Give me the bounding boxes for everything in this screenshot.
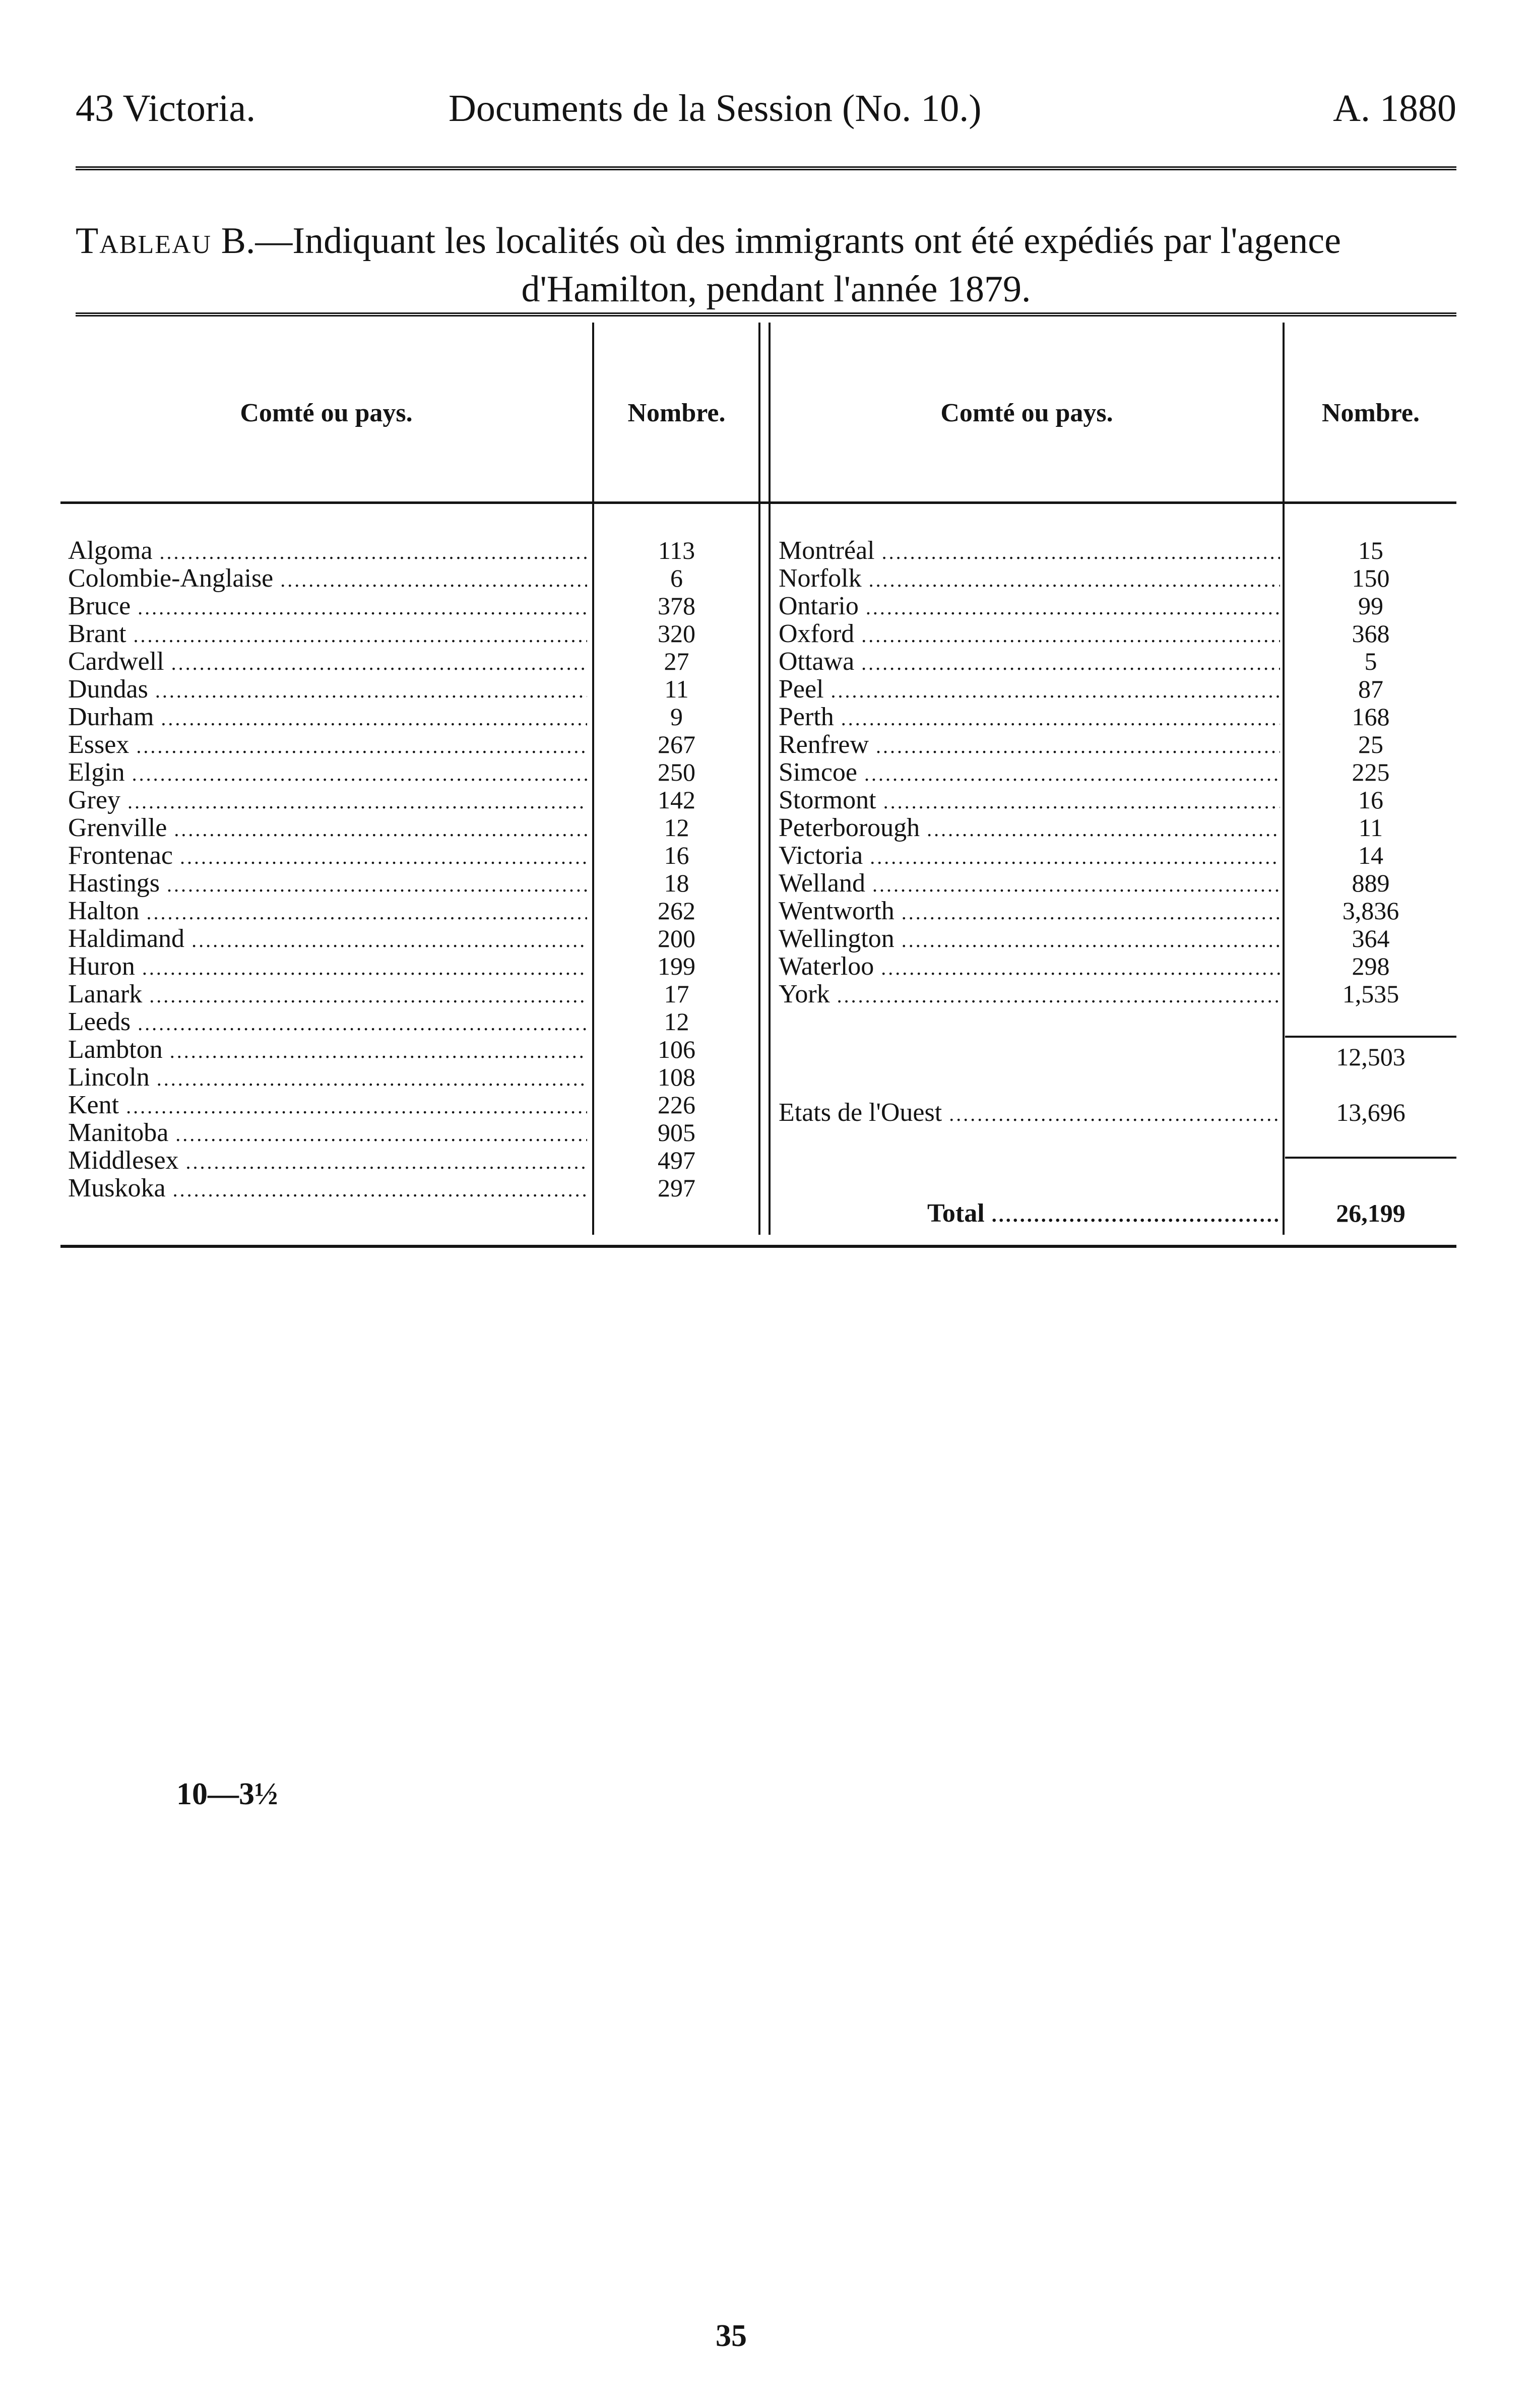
immigrant-count: 378 — [658, 592, 695, 620]
immigrant-count: 6 — [670, 564, 683, 592]
locality-name: Grey ..... — [68, 786, 587, 815]
locality-name: Cardwell ..... — [68, 648, 587, 677]
immigrant-count: 16 — [664, 841, 689, 869]
caption-line-2: d'Hamilton, pendant l'année 1879. — [521, 269, 1031, 310]
col-header-right-number: Nombre. — [1321, 399, 1420, 427]
locality-name: Algoma ..... — [68, 537, 587, 566]
table-caption — [76, 217, 1456, 313]
table-bottom-rule — [60, 1245, 1456, 1248]
header-volume: 43 Victoria. — [76, 87, 256, 130]
table-row — [60, 1036, 1456, 1063]
immigrant-count: 17 — [664, 980, 689, 1008]
immigrant-count: 250 — [658, 758, 695, 786]
table-row — [60, 675, 1456, 703]
immigrant-count: 18 — [664, 869, 689, 897]
locality-name: Victoria ..... — [779, 842, 1280, 871]
locality-name: Elgin ..... — [68, 758, 587, 788]
header-year: A. 1880 — [1333, 87, 1456, 130]
locality-name: Renfrew ..... — [779, 731, 1280, 760]
immigrant-count: 108 — [658, 1063, 695, 1091]
locality-name: Durham ..... — [68, 703, 587, 732]
locality-name: Muskoka ..... — [68, 1174, 587, 1203]
locality-name: Ontario ..... — [779, 592, 1280, 621]
locality-name: Montréal ..... — [779, 537, 1280, 566]
locality-name: Lanark ..... — [68, 980, 587, 1009]
signature-code: 10—3½ — [176, 1777, 278, 1811]
table-row — [60, 925, 1456, 953]
immigrant-count: 267 — [658, 730, 695, 758]
locality-name: Perth ..... — [779, 703, 1280, 732]
locality-name: Kent ..... — [68, 1091, 587, 1120]
header-rule — [76, 166, 1456, 170]
immigrant-count: 320 — [658, 619, 695, 648]
total-label: Total ..... — [927, 1199, 1280, 1229]
locality-name: Halton ..... — [68, 897, 587, 926]
table-row — [60, 842, 1456, 869]
immigrant-count: 25 — [1358, 730, 1383, 758]
header-title: Documents de la Session (No. 10.) — [449, 87, 982, 130]
immigrant-count: 368 — [1352, 619, 1390, 648]
west-states-value: 13,696 — [1336, 1098, 1406, 1126]
table-row — [60, 731, 1456, 758]
immigrant-count: 106 — [658, 1035, 695, 1063]
table-row — [60, 980, 1456, 1008]
locality-name: Lincoln ..... — [68, 1063, 587, 1093]
table-row — [60, 592, 1456, 620]
immigrant-count: 5 — [1364, 647, 1377, 675]
locality-name: Wentworth ..... — [779, 897, 1280, 926]
table-row — [60, 953, 1456, 980]
table-row — [60, 786, 1456, 814]
table-row — [60, 869, 1456, 897]
immigrant-count: 889 — [1352, 869, 1390, 897]
table-row — [60, 1174, 1456, 1202]
immigrant-count: 99 — [1358, 592, 1383, 620]
locality-name: Simcoe ..... — [779, 758, 1280, 788]
locality-name: Bruce ..... — [68, 592, 587, 621]
locality-name: Leeds ..... — [68, 1008, 587, 1037]
table-row — [60, 1147, 1456, 1174]
locality-name: Haldimand ..... — [68, 925, 587, 954]
locality-name: Stormont ..... — [779, 786, 1280, 815]
table-row — [60, 703, 1456, 731]
immigrant-count: 113 — [658, 536, 695, 564]
west-states-label: Etats de l'Ouest ..... — [779, 1099, 1280, 1128]
caption-lead: Tableau — [76, 220, 212, 262]
locality-name: Essex ..... — [68, 731, 587, 760]
immigrant-count: 150 — [1352, 564, 1390, 592]
immigrant-count: 364 — [1352, 924, 1390, 953]
table-row — [60, 620, 1456, 648]
locality-name: Peterborough ..... — [779, 814, 1280, 843]
table-row — [60, 1119, 1456, 1147]
page-number: 35 — [716, 2319, 747, 2353]
immigrant-count: 298 — [1352, 952, 1390, 980]
total-value: 26,199 — [1336, 1199, 1406, 1227]
immigrant-count: 225 — [1352, 758, 1390, 786]
locality-name: Brant ..... — [68, 620, 587, 649]
locality-name: Waterloo ..... — [779, 953, 1280, 982]
locality-name: Oxford ..... — [779, 620, 1280, 649]
subtotal-value: 12,503 — [1336, 1043, 1406, 1071]
locality-name: Peel ..... — [779, 675, 1280, 705]
immigrant-count: 16 — [1358, 786, 1383, 814]
immigrant-count: 12 — [664, 1007, 689, 1036]
locality-name: York ..... — [779, 980, 1280, 1009]
header-separator — [60, 501, 1456, 504]
immigrants-table — [60, 323, 1456, 1270]
immigrant-count: 497 — [658, 1146, 695, 1174]
locality-name: Welland ..... — [779, 869, 1280, 899]
immigrant-count: 199 — [658, 952, 695, 980]
caption-line-1: B.—Indiquant les localités où des immigrants ont été expédiés par l'agence — [221, 220, 1341, 262]
immigrant-count: 905 — [658, 1118, 695, 1147]
locality-name: Middlesex ..... — [68, 1147, 587, 1176]
immigrant-count: 11 — [664, 675, 689, 703]
table-row — [60, 1063, 1456, 1091]
immigrant-count: 15 — [1358, 536, 1383, 564]
immigrant-count: 9 — [670, 703, 683, 731]
locality-name: Lambton ..... — [68, 1036, 587, 1065]
immigrant-count: 262 — [658, 897, 695, 925]
immigrant-count: 14 — [1358, 841, 1383, 869]
table-row — [60, 1091, 1456, 1119]
locality-name: Huron ..... — [68, 953, 587, 982]
immigrant-count: 12 — [664, 813, 689, 842]
table-row — [60, 897, 1456, 925]
locality-name: Dundas ..... — [68, 675, 587, 705]
table-row — [60, 537, 1456, 564]
table-row — [60, 814, 1456, 842]
immigrant-count: 297 — [658, 1174, 695, 1202]
col-header-right-name: Comté ou pays. — [940, 399, 1113, 427]
locality-name: Colombie-Anglaise ..... — [68, 564, 587, 594]
locality-name: Norfolk ..... — [779, 564, 1280, 594]
immigrant-count: 11 — [1358, 813, 1383, 842]
immigrant-count: 226 — [658, 1091, 695, 1119]
locality-name: Grenville ..... — [68, 814, 587, 843]
immigrant-count: 200 — [658, 924, 695, 953]
col-header-left-number: Nombre. — [627, 399, 726, 427]
total-row — [60, 1199, 1456, 1227]
locality-name: Manitoba ..... — [68, 1119, 587, 1148]
immigrant-count: 1,535 — [1342, 980, 1399, 1008]
locality-name: Ottawa ..... — [779, 648, 1280, 677]
immigrant-count: 3,836 — [1342, 897, 1399, 925]
immigrant-count: 87 — [1358, 675, 1383, 703]
table-row — [60, 1008, 1456, 1036]
locality-name: Hastings ..... — [68, 869, 587, 899]
table-top-rule — [76, 312, 1456, 316]
locality-name: Wellington ..... — [779, 925, 1280, 954]
running-header — [76, 87, 1456, 142]
immigrant-count: 27 — [664, 647, 689, 675]
immigrant-count: 142 — [658, 786, 695, 814]
table-row — [60, 758, 1456, 786]
locality-name: Frontenac ..... — [68, 842, 587, 871]
col-header-left-name: Comté ou pays. — [240, 399, 413, 427]
immigrant-count: 168 — [1352, 703, 1390, 731]
table-row — [60, 648, 1456, 675]
table-row — [60, 564, 1456, 592]
